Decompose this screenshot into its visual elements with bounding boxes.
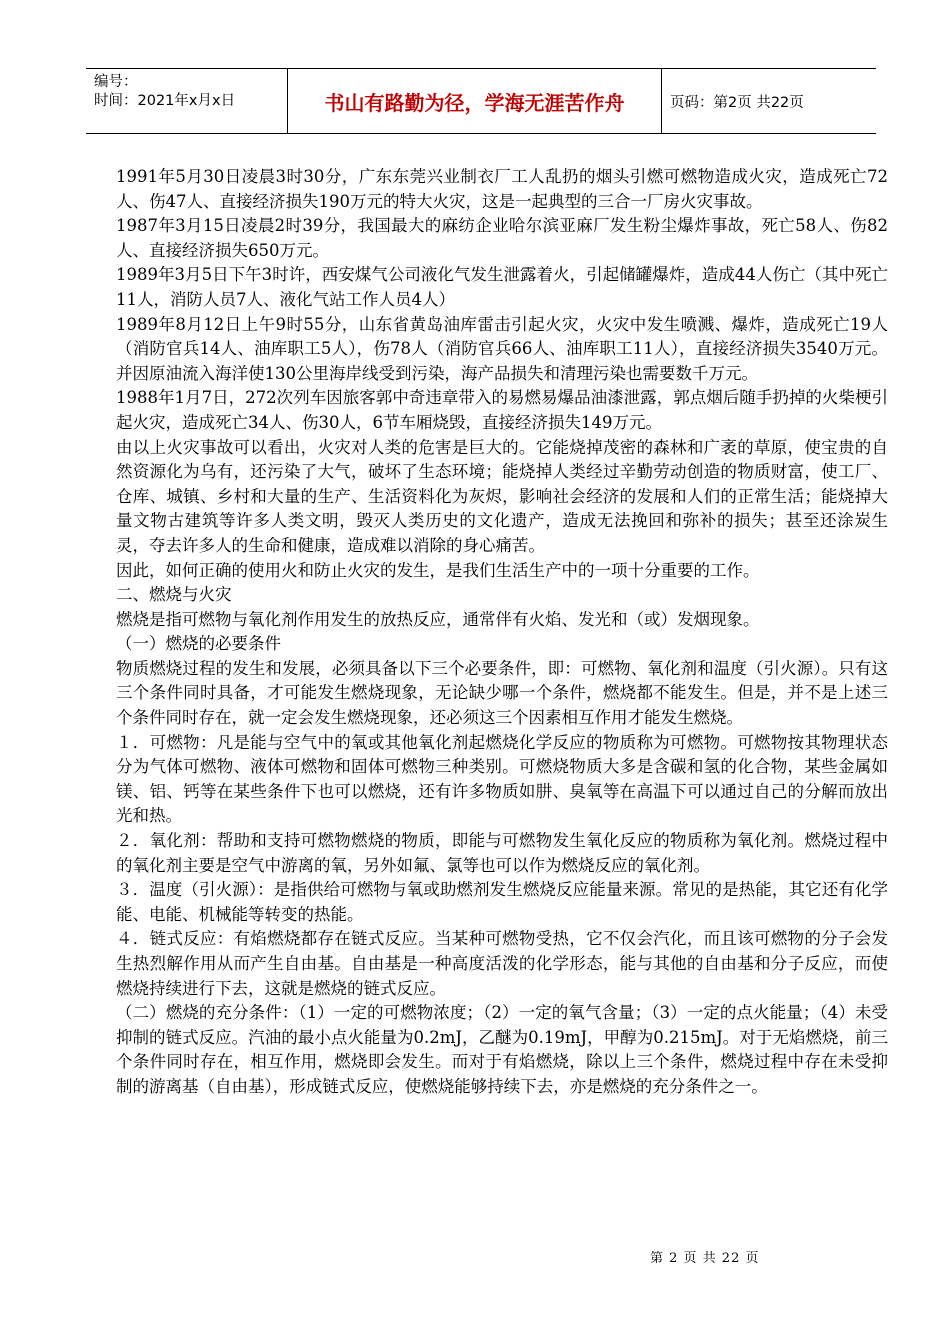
page-footer: 第 2 页 共 22 页 <box>650 1251 760 1266</box>
subsection-heading: （一）燃烧的必要条件 <box>116 634 281 654</box>
paragraph: 物质燃烧过程的发生和发展，必须具备以下三个必要条件，即：可燃物、氧化剂和温度（引火源）。只有这三个条件同时具备，才可能发生燃烧现象，无论缺少哪一个条件，燃烧都不能发生。但是，并不是上述三个条件同时存在，就一定会发生燃烧现象，还必须这三个因素相互作用才能发生燃烧。 <box>116 658 888 728</box>
header-meta <box>86 69 288 133</box>
time-label: 时间：2021年x月x日 <box>94 93 236 109</box>
document-body <box>116 165 888 1100</box>
paragraph: 1991年5月30日凌晨3时30分，广东东莞兴业制衣厂工人乱扔的烟头引燃可燃物造成火灾，造成死亡72人、伤47人、直接经济损失190万元的特大火灾，这是一起典型的三合一厂房火灾事故。 <box>116 167 888 211</box>
paragraph: （二）燃烧的充分条件：（1）一定的可燃物浓度；（2）一定的氧气含量；（3）一定的点火能量；（4）未受抑制的链式反应。汽油的最小点火能量为0.2mJ，乙醚为0.19mJ，甲醇为0.215mJ。对于无焰燃烧，前三个条件同时存在，相互作用，燃烧即会发生。而对于有焰燃烧，除以上三个条件，燃烧过程中存在未受抑制的游离基（自由基），形成链式反应，使燃烧能够持续下去，亦是燃烧的充分条件之一。 <box>116 1003 888 1096</box>
number-label: 编号： <box>94 74 138 90</box>
paragraph: 因此，如何正确的使用火和防止火灾的发生，是我们生活生产中的一项十分重要的工作。 <box>116 560 760 580</box>
paragraph: 由以上火灾事故可以看出，火灾对人类的危害是巨大的。它能烧掉茂密的森林和广袤的草原，使宝贵的自然资源化为乌有，还污染了大气，破坏了生态环境；能烧掉人类经过辛勤劳动创造的物质财富，使工厂、仓库、城镇、乡村和大量的生产、生活资料化为灰烬，影响社会经济的发展和人们的正常生活；能烧掉大量文物古建筑等许多人类文明，毁灭人类历史的文化遗产，造成无法挽回和弥补的损失；甚至还涂炭生灵，夺去许多人的生命和健康，造成难以消除的身心痛苦。 <box>116 437 888 555</box>
paragraph: 1987年3月15日凌晨2时39分，我国最大的麻纺企业哈尔滨亚麻厂发生粉尘爆炸事故，死亡58人、伤82人、直接经济损失650万元。 <box>116 216 888 260</box>
paragraph: 1989年3月5日下午3时许，西安煤气公司液化气发生泄露着火，引起储罐爆炸，造成44人伤亡（其中死亡11人，消防人员7人、液化气站工作人员4人） <box>116 265 888 309</box>
paragraph: ２．氧化剂：帮助和支持可燃物燃烧的物质，即能与可燃物发生氧化反应的物质称为氧化剂。燃烧过程中的氧化剂主要是空气中游离的氧，另外如氟、氯等也可以作为燃烧反应的氧化剂。 <box>116 831 888 875</box>
paragraph: １．可燃物：凡是能与空气中的氧或其他氧化剂起燃烧化学反应的物质称为可燃物。可燃物按其物理状态分为气体可燃物、液体可燃物和固体可燃物三种类别。可燃烧物质大多是含碳和氢的化合物，某些金属如镁、铝、钙等在某些条件下也可以燃烧，还有许多物质如肼、臭氧等在高温下可以通过自己的分解而放出光和热。 <box>116 732 888 826</box>
header-page-label: 页码：第2页 共22页 <box>670 94 804 111</box>
paragraph: 1988年1月7日，272次列车因旅客郭中奇违章带入的易燃易爆品油漆泄露，郭点烟后随手扔掉的火柴梗引起火灾，造成死亡34人、伤30人，6节车厢烧毁，直接经济损失149万元。 <box>116 388 888 432</box>
paragraph: 燃烧是指可燃物与氧化剂作用发生的放热反应，通常伴有火焰、发光和（或）发烟现象。 <box>116 609 760 629</box>
paragraph: ４．链式反应：有焰燃烧都存在链式反应。当某种可燃物受热，它不仅会汽化，而且该可燃物的分子会发生热烈解作用从而产生自由基。自由基是一种高度活泼的化学形态，能与其他的自由基和分子反应，而使燃烧持续进行下去，这就是燃烧的链式反应。 <box>116 929 888 998</box>
section-heading: 二、燃烧与火灾 <box>116 585 232 605</box>
paragraph: 1989年8月12日上午9时55分，山东省黄岛油库雷击引起火灾，火灾中发生喷溅、爆炸，造成死亡19人（消防官兵14人、油库职工5人），伤78人（消防官兵66人、油库职工11人），直接经济损失3540万元。并因原油流入海洋使130公里海岸线受到污染，海产品损失和清理污染也需要数千万元。 <box>116 314 888 383</box>
page-header <box>86 68 876 134</box>
paragraph: ３．温度（引火源）：是指供给可燃物与氧或助燃剂发生燃烧反应能量来源。常见的是热能，其它还有化学能、电能、机械能等转变的热能。 <box>116 880 888 924</box>
header-motto: 书山有路勤为径，学海无涯苦作舟 <box>288 69 662 133</box>
